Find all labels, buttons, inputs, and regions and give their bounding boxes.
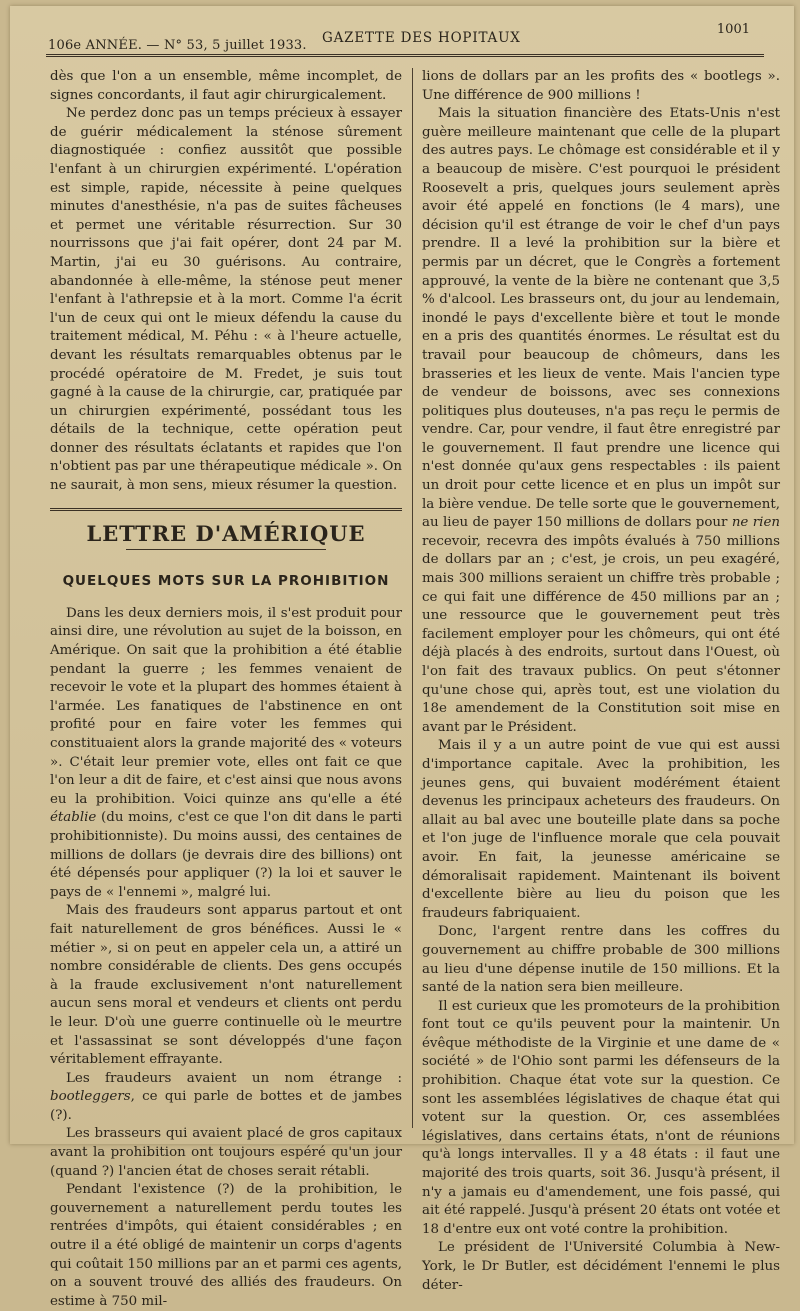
- right-column: [422, 68, 780, 1295]
- paragraph: Mais la situation financière des Etats-Unis n'est guère meilleure maintenant que celle de la plupart des autres pays. Le chômage est considérable et il y a beaucoup de misère. C'est pourquoi le président Roosevelt a pris, quelques jours seulement après avoir été appelé en fonctions (le 4 mars), une décision qu'il est étrange de voir le chef d'un pays prendre. Il a levé la prohibition sur la bière et permis par un décret, que le Congrès a fortement approuvé, la vente de la bière ne contenant que 3,5 % d'alcool. Les brasseurs ont, du jour au lendemain, inondé le pays d'excellente bière et tout le monde en a pris des quantités énormes. Le résultat est du travail pour beaucoup de chômeurs, dans les brasseries et les lieux de vente. Mais l'ancien type de vendeur de boissons, avec ses connexions politiques plus douteuses, n'a pas reçu le permis de vendre. Car, pour vendre, il faut être enregistré par le gouvernement. Il faut prendre une licence qui n'est donnée qu'aux gens respectables : ils paient un droit pour cette licence et en plus un impôt sur la bière vendue. De telle sorte que le gouvernement, au lieu de payer 150 millions de dollars pour ne rien recevoir, recevra des impôts évalués à 750 millions de dollars par an ; c'est, je crois, un peu exagéré, mais 300 millions seraient un chiffre très probable ; ce qui fait une différence de 450 millions par an ; une ressource que le gouvernement peut très facilement employer pour les chômeurs, qui ont été déjà placés à des endroits, surtout dans l'Ouest, où l'on fait des travaux publics. On peut s'étonner qu'une chose qui, après tout, est une violation du 18e amendement de la Constitution soit mise en avant par le Président.: [422, 106, 780, 735]
- italic-word: établie: [50, 810, 97, 826]
- paragraph: Il est curieux que les promoteurs de la prohibition font tout ce qu'ils peuvent pour la maintenir. Un évêque méthodiste de la Virginie et une dame de « société » de l'Ohio sont parmi les défenseurs de la prohibition. Chaque état vote sur la question. Ce sont les assemblées législatives de chaque état qui votent sur la question. Or, ces assemblées législatives, dans certains états, n'ont de réunions qu'à longs intervalles. Il y a 48 états : il faut une majorité des trois quarts, soit 36. Jusqu'à présent, il n'y a jamais eu d'amendement, une fois passé, qui ait été rappelé. Jusqu'à présent 20 états ont votée et 18 d'entre eux ont voté contre la prohibition.: [422, 998, 780, 1237]
- paragraph: Ne perdez donc pas un temps précieux à essayer de guérir médicalement la sténose sûrement diagnostiquée : confiez aussitôt que possible l'enfant à un chirurgien expérimenté. L'opération est simple, rapide, nécessite à peine quelques minutes d'anesthésie, n'a pas de suites fâcheuses et permet une véritable résurrection. Sur 30 nourrissons que j'ai fait opérer, dont 24 par M. Martin, j'ai eu 30 guérisons. Au contraire, abandonnée à elle-même, la sténose peut mener l'enfant à l'athrepsie et à la mort. Comme l'a écrit l'un de ceux qui ont le mieux défendu la cause du traitement médical, M. Péhu : « à l'heure actuelle, devant les résultats remarquables obtenus par le procédé opératoire de M. Fredet, je suis tout gagné à la cause de la chirurgie, car, pratiquée par un chirurgien expérimenté, possédant tous les détails de la technique, cette opération peut donner des résultats éclatants et rapides que l'on n'obtient pas par une thérapeutique médicale ». On ne saurait, à mon sens, mieux résumer la question.: [50, 106, 402, 494]
- section-divider: [50, 508, 402, 511]
- italic-word: bootleggers: [50, 1089, 131, 1105]
- paragraph: Pendant l'existence (?) de la prohibition, le gouvernement a naturellement perdu toutes les rentrées d'impôts, qui étaient considérables ; en outre il a été obligé de maintenir un corps d'agents qui coûtait 150 millions par an et parmi ces agents, on a souvent trouvé des alliés des fraudeurs. On estime à 750 mil-: [50, 1182, 402, 1309]
- italic-word: ne rien: [731, 515, 780, 531]
- paragraph: Mais il y a un autre point de vue qui est aussi d'importance capitale. Avec la prohibition, les jeunes gens, qui buvaient modérément étaient devenus les principaux acheteurs des fraudeurs. On allait au bal avec une bouteille plate dans sa poche et l'on juge de l'influence morale que cela pouvait avoir. En fait, la jeunesse américaine se démoralisait rapidement. Maintenant ils boivent d'excellente bière au lieu du poison que les fraudeurs fabriquaient.: [422, 738, 780, 921]
- page-header: [10, 22, 794, 56]
- newspaper-page: [10, 6, 794, 1309]
- article-subtitle: QUELQUES MOTS SUR LA PROHIBITION: [62, 573, 390, 590]
- header-rule: [46, 54, 764, 57]
- paragraph: Dans les deux derniers mois, il s'est produit pour ainsi dire, une révolution au sujet de la boisson, en Amérique. On sait que la prohibition a été établie pendant la guerre ; les femmes venaient de recevoir le vote et la plupart des hommes étaient à l'armée. Les fanatiques de l'abstinence en ont profité pour en faire voter les femmes qui constituaient alors la grande majorité des « voteurs ». C'était leur premier vote, elles ont fait ce que l'on leur a dit de faire, et c'est ainsi que nous avons eu la prohibition. Voici quinze ans qu'elle a été établie (du moins, c'est ce que l'on dit dans le parti prohibitionniste). Du moins aussi, des centaines de millions de dollars (je devrais dire des billions) ont été dépensés pour appliquer (?) la loi et sauver le pays de « l'ennemi », malgré lui.: [50, 605, 402, 900]
- paragraph: Donc, l'argent rentre dans les coffres du gouvernement au chiffre probable de 300 millions au lieu d'une dépense inutile de 150 millions. Et la santé de la nation sera bien meilleure.: [422, 924, 780, 996]
- paragraph: dès que l'on a un ensemble, même incomplet, de signes concordants, il faut agir chirurgicalement.: [50, 69, 402, 103]
- section-title: LETTRE D'AMÉRIQUE: [86, 520, 366, 546]
- title-underline: [126, 549, 326, 550]
- issue-info: 106e ANNÉE. — N° 53, 5 juillet 1933.: [48, 38, 307, 53]
- left-column: [50, 68, 402, 1311]
- column-divider: [412, 68, 413, 1128]
- paragraph: Mais des fraudeurs sont apparus partout et ont fait naturellement de gros bénéfices. Aussi le « métier », si on peut en appeler cela un, a attiré un nombre considérable de clients. Des gens occupés à la fraude exclusivement n'ont naturellement aucun sens moral et vendeurs et clients ont perdu le leur. D'où une guerre continuelle où le meurtre et l'assassinat se sont développés d'une façon véritablement effrayante.: [50, 903, 402, 1068]
- paragraph: Le président de l'Université Columbia à New-York, le Dr Butler, est décidément l'ennemi le plus déter-: [422, 1240, 780, 1293]
- paragraph: lions de dollars par an les profits des « bootlegs ». Une différence de 900 millions !: [422, 69, 780, 103]
- paragraph: Les brasseurs qui avaient placé de gros capitaux avant la prohibition ont toujours espéré qu'un jour (quand ?) l'ancien état de choses serait rétabli.: [50, 1126, 402, 1179]
- page-number: 1001: [716, 22, 750, 37]
- paragraph: Les fraudeurs avaient un nom étrange : bootleggers, ce qui parle de bottes et de jambes (?).: [50, 1070, 402, 1123]
- journal-title: GAZETTE DES HOPITAUX: [322, 30, 521, 46]
